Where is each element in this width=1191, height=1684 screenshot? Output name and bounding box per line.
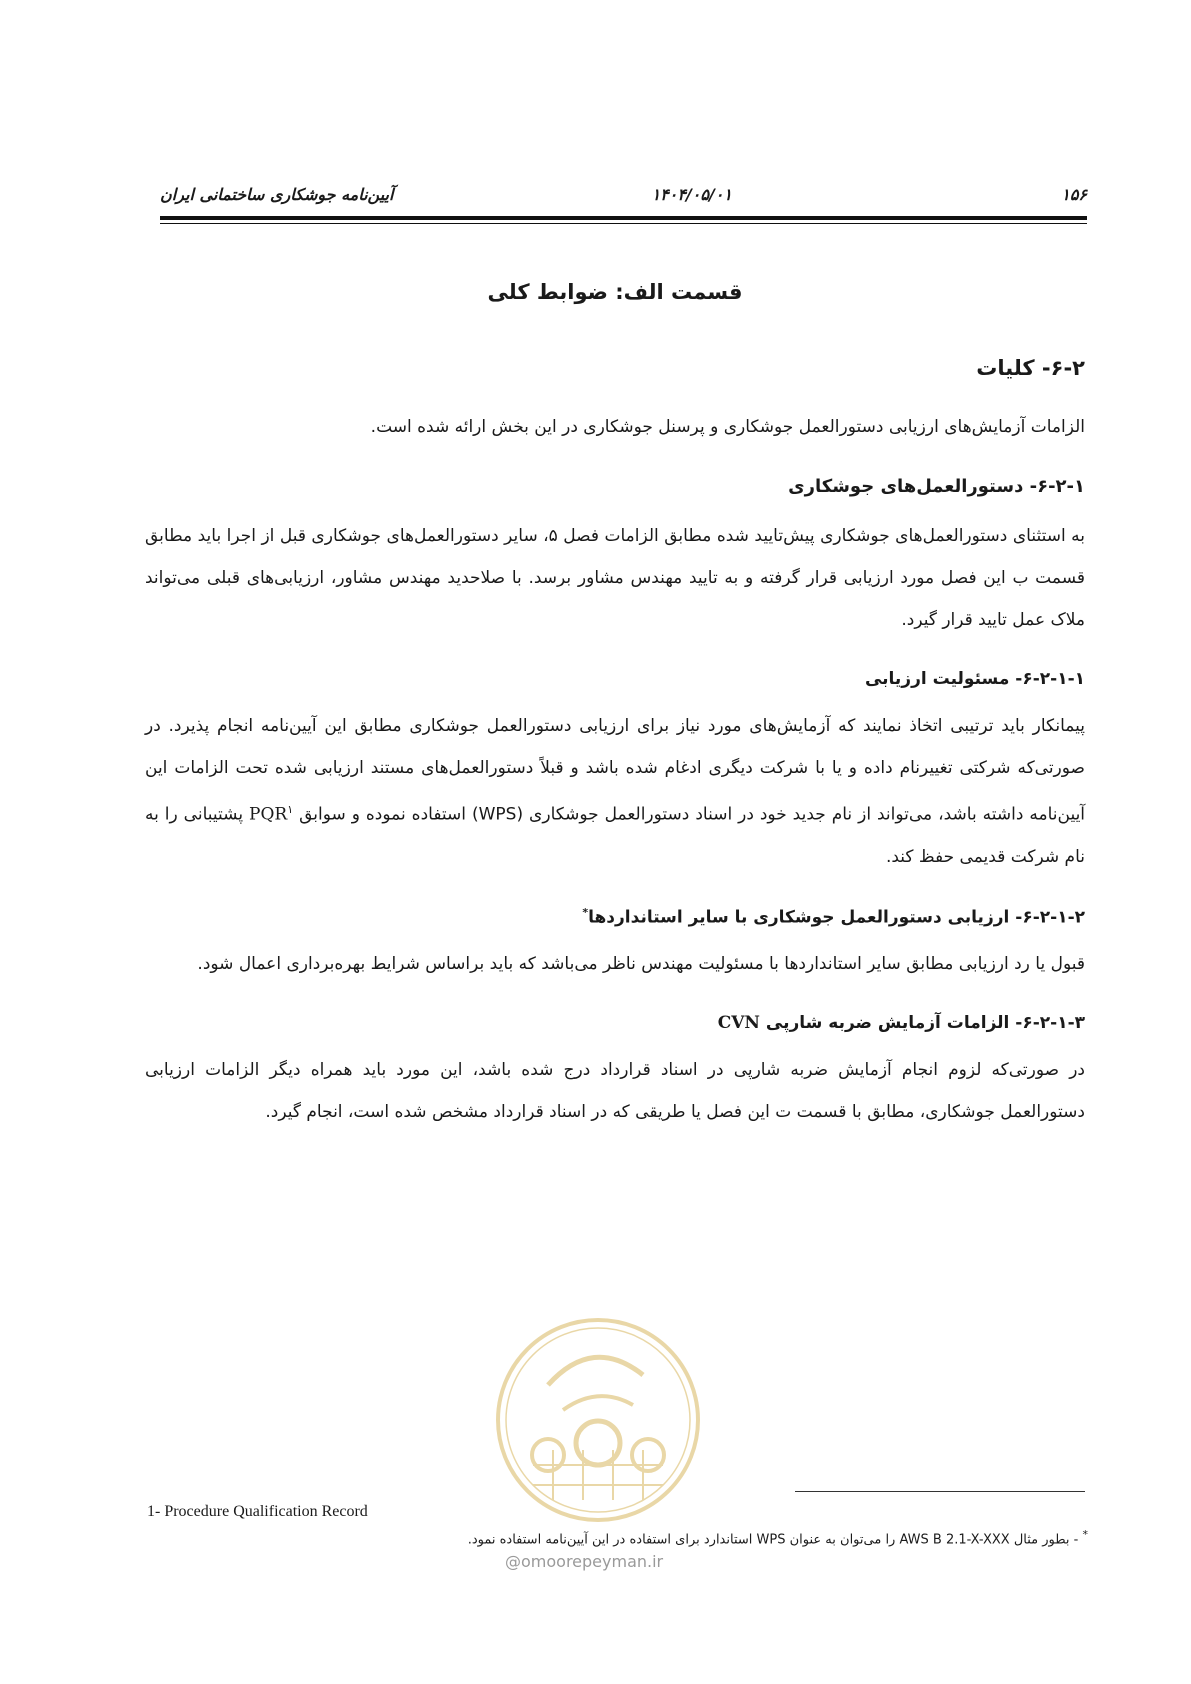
watermark-logo <box>493 1315 703 1525</box>
watermark-site <box>505 1552 663 1571</box>
footnote-star-mark: * <box>1082 1528 1088 1541</box>
heading-text-6-2-1-2: ۶-۲-۱-۲- ارزیابی دستورالعمل جوشکاری با سایر استانداردها <box>588 907 1085 928</box>
section-heading-6-2-1: ۶-۲-۱- دستورالعمل‌های جوشکاری <box>788 476 1085 497</box>
responsibility-text-a: پیمانکار باید ترتیبی اتخاذ نمایند که آزمایش‌های مورد نیاز برای ارزیابی دستورالعمل جوشکاری مطابق این آیین‌نامه انجام پذیرد. در صورتی‌که شرکتی تغییرنام داده و یا با شرکت دیگری ادغام شده باشد و قبلاً دستورالعمل‌های مستند ارزیابی شده تحت الزامات این آیین‌نامه داشته باشد، می‌تواند از نام جدید خود در اسناد دستورالعمل جوشکاری (WPS) استفاده نموده و سوابق <box>145 716 1086 825</box>
footnote-rule <box>795 1491 1085 1492</box>
page-header <box>160 185 1087 215</box>
section-heading-6-2-1-3 <box>145 1013 1085 1033</box>
section-text-6-2-1: به استثنای دستورالعمل‌های جوشکاری پیش‌تایید شده مطابق الزامات فصل ۵، سایر دستورالعمل‌های جوشکاری قبل از اجرا باید مطابق قسمت ب این فصل مورد ارزیابی قرار گرفته و به تایید مهندس مشاور برسد. با صلاحدید مهندس مشاور، ارزیابی‌های قبلی می‌تواند ملاک عمل تایید قرار گیرد. <box>145 526 1085 630</box>
header-rule-thin <box>160 223 1087 224</box>
section-heading-6-2-1-1: ۶-۲-۱-۱- مسئولیت ارزیابی <box>864 669 1085 689</box>
pqr-term: PQR <box>249 804 288 825</box>
footnote-star <box>468 1528 1088 1547</box>
header-rule-thick <box>160 216 1087 220</box>
section-text-6-2: الزامات آزمایش‌های ارزیابی دستورالعمل جوشکاری و پرسنل جوشکاری در این بخش ارائه شده است. <box>370 417 1085 437</box>
main-content <box>145 280 1085 1161</box>
heading-text-6-2-1-3: ۶-۲-۱-۳- الزامات آزمایش ضربه شارپی <box>765 1013 1085 1034</box>
section-text-6-2-1-2: قبول یا رد ارزیابی مطابق سایر استانداردها با مسئولیت مهندس ناظر می‌باشد که باید براساس شرایط بهره‌برداری اعمال شود. <box>197 954 1085 975</box>
section-text-6-2-1-3: در صورتی‌که لزوم انجام آزمایش ضربه شارپی در اسناد قرارداد درج شده باشد، این مورد باید همراه دیگر الزامات ارزیابی دستورالعمل جوشکاری، مطابق با قسمت ت این فصل یا طریقی که در اسناد قرارداد مشخص شده است، انجام گیرد. <box>145 1060 1085 1123</box>
cvn-term: CVN <box>717 1013 760 1034</box>
footnote-1: 1- Procedure Qualification Record <box>147 1503 368 1520</box>
section-heading-6-2-1-2 <box>145 906 1085 928</box>
footnote-ref-1: ۱ <box>287 803 294 816</box>
page-number: ۱۵۶ <box>1061 185 1087 204</box>
footnote-star-text: - بطور مثال AWS B 2.1-X-XXX را می‌توان به عنوان WPS استاندارد برای استفاده در این آیین‌نامه استفاده نمود. <box>467 1532 1079 1548</box>
footnote-ref-star: * <box>582 905 589 919</box>
section-heading-6-2: ۶-۲- کلیات <box>976 356 1085 380</box>
section-text-6-2-1-1 <box>145 705 1085 878</box>
header-date: ۱۴۰۴/۰۵/۰۱ <box>651 185 732 204</box>
watermark-site-text: omoorepeyman.ir <box>521 1552 664 1571</box>
book-title: آیین‌نامه جوشکاری ساختمانی ایران <box>160 185 394 204</box>
part-title: قسمت الف: ضوابط کلی <box>487 280 743 304</box>
responsibility-text-b: پشتیبانی را به نام شرکت قدیمی حفظ کند. <box>145 804 1085 867</box>
at-icon: @ <box>505 1552 521 1571</box>
